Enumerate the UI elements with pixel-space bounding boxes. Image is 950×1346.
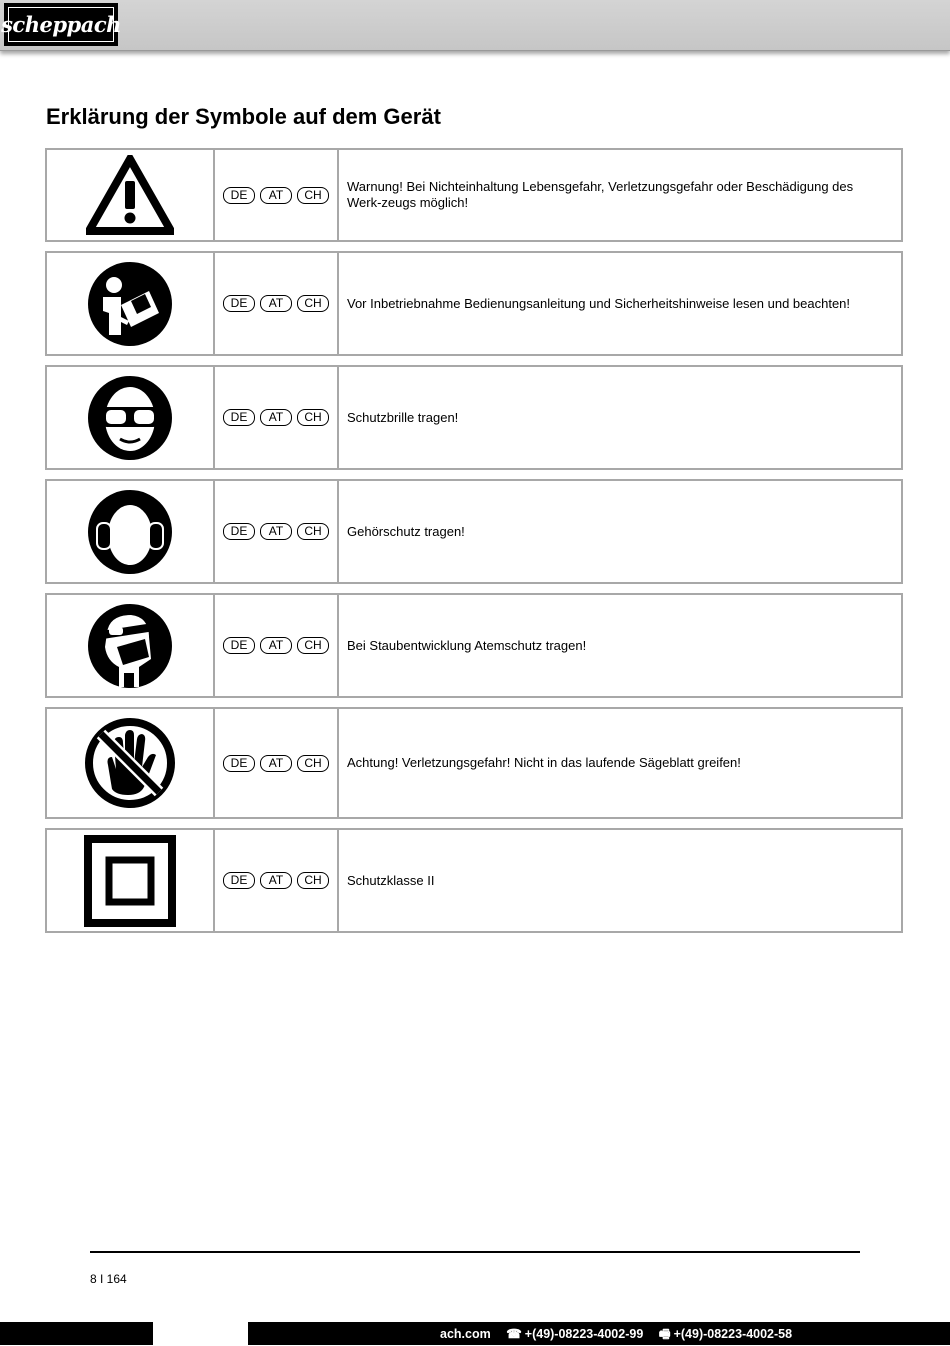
symbol-icon-cell (47, 830, 215, 931)
country-badges (215, 595, 339, 696)
country-badges (215, 709, 339, 817)
country-badge-at: AT (260, 872, 292, 889)
page-title: Erklärung der Symbole auf dem Gerät (46, 104, 441, 129)
country-badge-ch: CH (297, 755, 329, 772)
country-badge-ch: CH (297, 872, 329, 889)
country-badge-de: DE (223, 187, 255, 204)
country-badge-at: AT (260, 409, 292, 426)
footer-website[interactable]: ach.com (440, 1327, 491, 1341)
fax-icon: 🖷 (658, 1327, 671, 1341)
symbol-description: Schutzbrille tragen! (347, 409, 459, 425)
read-manual-icon (87, 261, 173, 347)
country-badges (215, 367, 339, 468)
symbol-row-no-hands (45, 707, 903, 819)
symbol-icon-cell (47, 150, 215, 240)
country-badge-de: DE (223, 755, 255, 772)
symbol-icon-cell (47, 253, 215, 354)
footer-contact (440, 1325, 804, 1346)
symbol-row-ear-protection (45, 479, 903, 584)
symbol-description: Warnung! Bei Nichteinhaltung Lebensgefahr, Verletzungsgefahr oder Beschädigung des Werk-zeugs möglich! (347, 179, 854, 210)
symbol-icon-cell (47, 367, 215, 468)
scheppach-logo (1, 3, 121, 46)
country-badge-de: DE (223, 872, 255, 889)
warning-triangle-icon (86, 155, 174, 235)
country-badge-ch: CH (297, 295, 329, 312)
page-number: 8 I 164 (90, 1272, 127, 1286)
phone-icon: ☎ (506, 1327, 522, 1341)
respirator-icon (87, 603, 173, 689)
country-badge-ch: CH (297, 523, 329, 540)
protection-class-ii-icon (84, 835, 176, 927)
country-badge-ch: CH (297, 187, 329, 204)
symbol-description: Bei Staubentwicklung Atemschutz tragen! (347, 637, 587, 653)
country-badges (215, 830, 339, 931)
country-badge-at: AT (260, 755, 292, 772)
country-badges (215, 481, 339, 582)
footer-divider (90, 1251, 860, 1253)
country-badges (215, 253, 339, 354)
footer-fax: +(49)-08223-4002-58 (673, 1327, 793, 1341)
country-badge-de: DE (223, 637, 255, 654)
ear-protection-icon (87, 489, 173, 575)
footer-bar-left (0, 1322, 153, 1345)
symbol-row-read-manual (45, 251, 903, 356)
country-badge-de: DE (223, 295, 255, 312)
country-badge-ch: CH (297, 409, 329, 426)
country-badges (215, 150, 339, 240)
country-badge-at: AT (260, 637, 292, 654)
country-badge-at: AT (260, 523, 292, 540)
symbol-icon-cell (47, 709, 215, 817)
no-hands-icon (84, 717, 176, 809)
country-badge-ch: CH (297, 637, 329, 654)
symbol-row-safety-goggles (45, 365, 903, 470)
symbol-description: Vor Inbetriebnahme Bedienungsanleitung und Sicherheitshinweise lesen und beachten! (347, 295, 851, 311)
symbol-row-warning (45, 148, 903, 242)
symbol-icon-cell (47, 481, 215, 582)
safety-goggles-icon (87, 375, 173, 461)
country-badge-at: AT (260, 187, 292, 204)
header-bar (0, 0, 950, 51)
country-badge-de: DE (223, 523, 255, 540)
symbol-description: Schutzklasse II (347, 872, 435, 888)
country-badge-at: AT (260, 295, 292, 312)
logo-text: scheppach (1, 12, 121, 37)
symbol-icon-cell (47, 595, 215, 696)
symbol-description: Gehörschutz tragen! (347, 523, 465, 539)
symbol-row-protection-class (45, 828, 903, 933)
symbol-description: Achtung! Verletzungsgefahr! Nicht in das laufende Sägeblatt greifen! (347, 755, 741, 770)
footer-phone: +(49)-08223-4002-99 (524, 1327, 644, 1341)
country-badge-de: DE (223, 409, 255, 426)
symbol-row-respirator (45, 593, 903, 698)
